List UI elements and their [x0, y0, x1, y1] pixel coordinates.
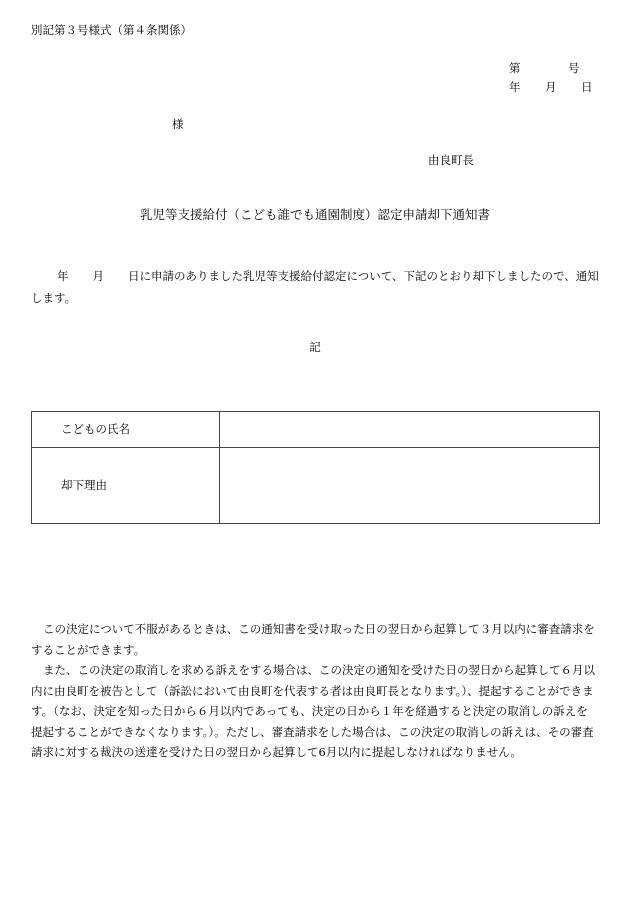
document-title: 乳児等支援給付（こども誰でも通園制度）認定申請却下通知書: [139, 207, 490, 222]
number-suffix: 号: [568, 61, 580, 75]
child-name-label: こどもの氏名: [32, 412, 220, 448]
date-day: 日: [581, 80, 593, 94]
body-year: 年: [57, 269, 69, 283]
note-paragraph: また、この決定の取消しを求める訴えをする場合は、この決定の通知を受けた日の翌日から起算して６月以内に由良町を被告として（訴訟において由良町を代表する者は由良町長となります。）、提起することができます。（なお、決定を知った日から６月以内であっても、決定の日から１年を経過すると決定の取消しの訴えを提起することができなくなります。）。ただし、審査請求をした場合は、この決定の取消しの訴えは、その審査請求に対する裁決の送達を受けた日の翌日から起算して6月以内に提起しなければなりません。: [31, 663, 595, 759]
note-paragraph: この決定について不服があるときは、この通知書を受け取った日の翌日から起算して３月以内に審査請求をすることができます。: [31, 622, 595, 657]
date-month: 月: [545, 80, 557, 94]
body-text: 日に申請のありました乳児等支援給付認定について、下記のとおり却下しましたので、通知します。: [31, 269, 599, 305]
issuer: 由良町長: [428, 153, 474, 167]
record-heading: 記: [309, 340, 321, 354]
body-paragraph: [31, 265, 601, 309]
number-prefix: 第: [509, 61, 521, 75]
appeal-notes: [31, 619, 599, 763]
reason-label: 却下理由: [32, 448, 220, 524]
table-row: [32, 448, 600, 524]
body-month: 月: [92, 269, 104, 283]
child-name-value: [220, 412, 600, 448]
info-table: [31, 411, 600, 524]
form-label: 別記第３号様式（第４条関係）: [31, 23, 192, 37]
table-row: [32, 412, 600, 448]
reason-value: [220, 448, 600, 524]
addressee-line: 様: [172, 117, 184, 131]
date-year: 年: [509, 80, 521, 94]
